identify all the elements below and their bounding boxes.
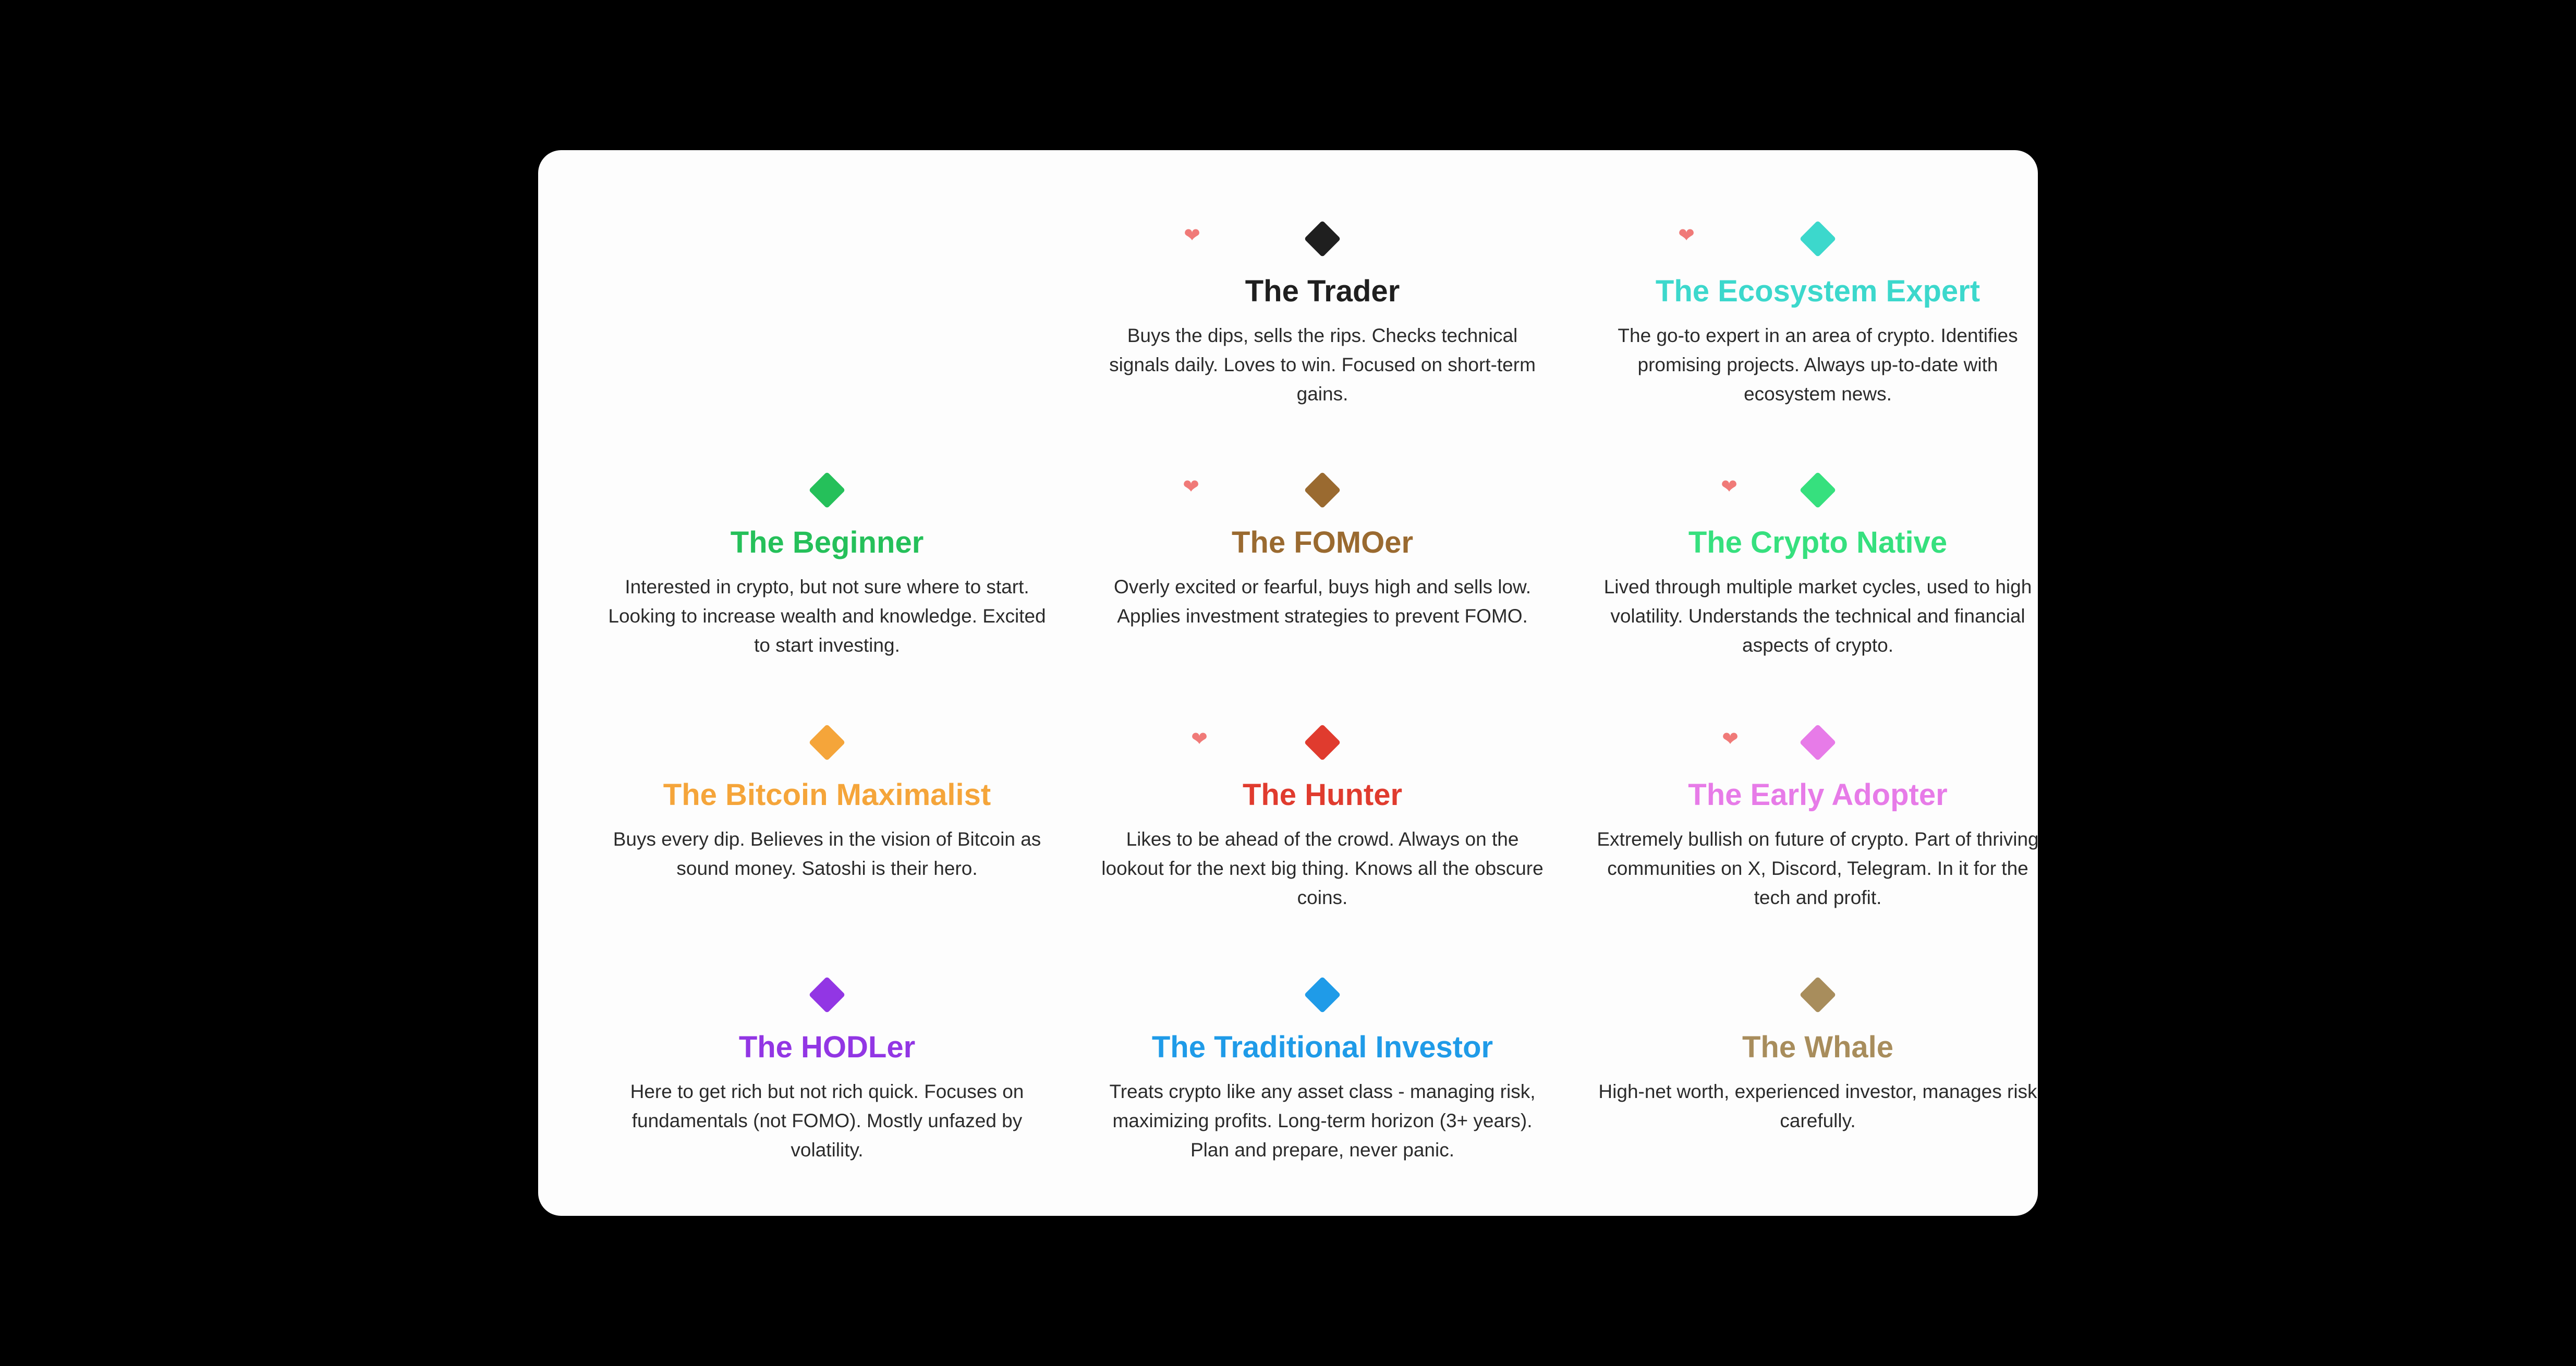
persona-title: The Early Adopter	[1688, 778, 1948, 812]
persona-early-adopter	[1578, 722, 2058, 912]
personas-card	[538, 150, 2038, 1216]
persona-title: The Bitcoin Maximalist	[663, 778, 991, 812]
persona-description: Likes to be ahead of the crowd. Always on the lookout for the next big thing. Knows all the obscure coins.	[1101, 828, 1544, 908]
persona-title: The Whale	[1742, 1030, 1894, 1064]
persona-title: The Beginner	[730, 526, 924, 559]
persona-title: The Trader	[1245, 274, 1400, 308]
diamond-icon	[1304, 472, 1341, 509]
diamond-icon	[1800, 977, 1837, 1014]
persona-trader	[1083, 218, 1562, 409]
persona-description: Treats crypto like any asset class - managing risk, maximizing profits. Long-term horizon (3+ years). Plan and prepare, never panic.	[1109, 1081, 1536, 1161]
persona-description: Buys the dips, sells the rips. Checks technical signals daily. Loves to win. Focused on short-term gains.	[1109, 325, 1536, 405]
persona-beginner	[587, 469, 1067, 660]
persona-hodler	[587, 974, 1067, 1165]
persona-description: Buys every dip. Believes in the vision of Bitcoin as sound money. Satoshi is their hero.	[613, 828, 1041, 879]
persona-title: The Hunter	[1242, 778, 1403, 812]
persona-hunter	[1083, 722, 1562, 912]
heart-icon: ❤	[1715, 472, 1744, 502]
persona-bitcoin-maximalist	[587, 722, 1067, 883]
persona-description: The go-to expert in an area of crypto. Identifies promising projects. Always up-to-date with ecosystem news.	[1618, 325, 2018, 405]
persona-crypto-native	[1578, 469, 2058, 660]
persona-description: Extremely bullish on future of crypto. Part of thriving communities on X, Discord, Telegram. In it for the tech and profit.	[1597, 828, 2039, 908]
diamond-icon	[1304, 724, 1341, 761]
persona-title: The FOMOer	[1231, 526, 1414, 559]
persona-whale	[1578, 974, 2058, 1136]
persona-traditional-investor	[1083, 974, 1562, 1165]
heart-icon: ❤	[1716, 725, 1745, 754]
persona-description: Interested in crypto, but not sure where to start. Looking to increase wealth and knowledge. Excited to start investing.	[608, 576, 1046, 656]
heart-icon: ❤	[1177, 221, 1207, 250]
persona-title: The HODLer	[738, 1030, 916, 1064]
diamond-icon	[809, 472, 846, 509]
diamond-icon	[1304, 977, 1341, 1014]
heart-icon: ❤	[1185, 725, 1214, 754]
persona-description: Overly excited or fearful, buys high and sells low. Applies investment strategies to prevent FOMO.	[1114, 576, 1531, 627]
persona-title: The Ecosystem Expert	[1655, 274, 1980, 308]
heart-icon: ❤	[1672, 221, 1701, 250]
heart-icon: ❤	[1176, 472, 1206, 502]
diamond-icon	[1800, 724, 1837, 761]
persona-title: The Traditional Investor	[1151, 1030, 1493, 1064]
diamond-icon	[1800, 221, 1837, 258]
persona-ecosystem-expert	[1578, 218, 2058, 409]
diamond-icon	[809, 724, 846, 761]
persona-description: Here to get rich but not rich quick. Focuses on fundamentals (not FOMO). Mostly unfazed by volatility.	[630, 1081, 1024, 1161]
persona-description: Lived through multiple market cycles, used to high volatility. Understands the technical and financial aspects of crypto.	[1603, 576, 2032, 656]
persona-fomoer	[1083, 469, 1562, 631]
diamond-icon	[1304, 221, 1341, 258]
diamond-icon	[809, 977, 846, 1014]
diamond-icon	[1800, 472, 1837, 509]
persona-description: High-net worth, experienced investor, manages risk carefully.	[1598, 1081, 2037, 1131]
persona-title: The Crypto Native	[1688, 526, 1948, 559]
